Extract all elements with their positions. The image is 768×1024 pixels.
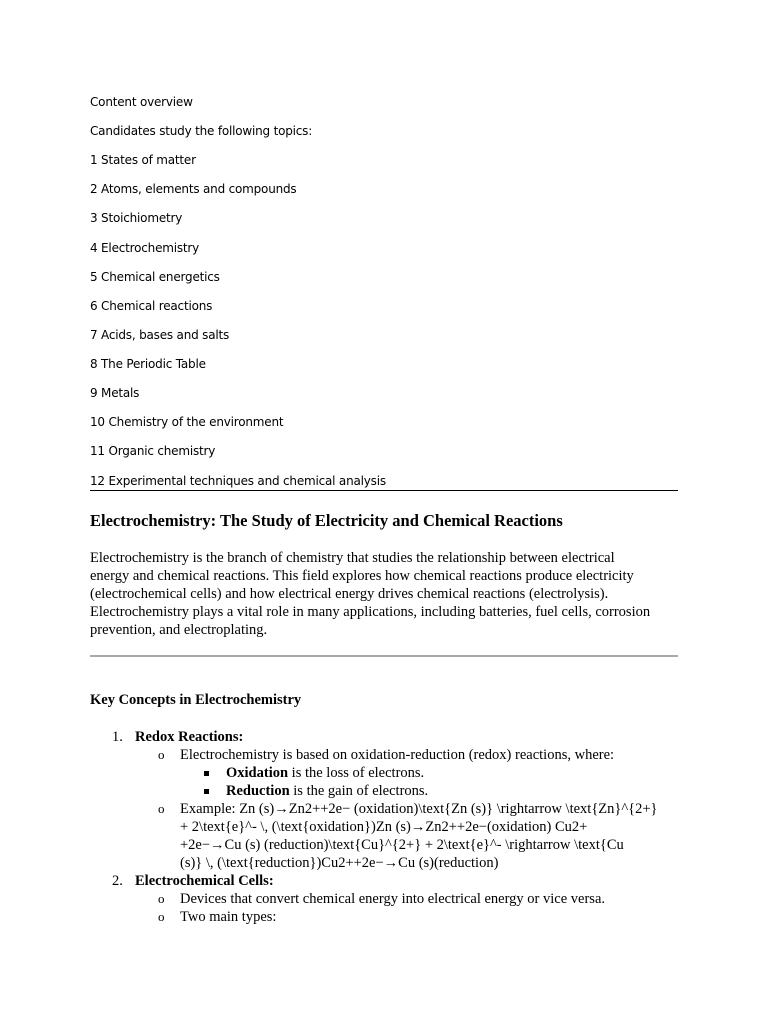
- reduction-definition: [226, 782, 428, 800]
- intro-line: (electrochemical cells) and how electrical energy drives chemical reactions (electrolysis).: [90, 586, 609, 602]
- topic-item: 11 Organic chemistry: [90, 444, 216, 458]
- oxidation-term: Oxidation: [226, 765, 289, 781]
- topic-item: 7 Acids, bases and salts: [90, 328, 230, 342]
- open-bullet-icon: o: [158, 909, 165, 924]
- square-bullet-icon: [204, 789, 209, 794]
- topic-item: 3 Stoichiometry: [90, 211, 183, 225]
- intro-paragraph: [90, 549, 680, 639]
- open-bullet-icon: o: [158, 747, 165, 762]
- article-title: Electrochemistry: The Study of Electricity and Chemical Reactions: [90, 511, 563, 530]
- topic-item: 5 Chemical energetics: [90, 270, 220, 284]
- topic-item: 1 States of matter: [90, 153, 196, 167]
- oxidation-definition: [226, 764, 424, 782]
- topic-item: 10 Chemistry of the environment: [90, 415, 284, 429]
- intro-line: Electrochemistry is the branch of chemistry that studies the relationship between electrical: [90, 550, 615, 566]
- oxidation-text: is the loss of electrons.: [288, 765, 425, 781]
- example-line: + 2\text{e}^- \, (\text{oxidation})Zn (s)→Zn2++2e−(oxidation) Cu2+: [180, 819, 588, 835]
- example-line: Example: Zn (s)→Zn2++2e− (oxidation)\text{Zn (s)} \rightarrow \text{Zn}^{2+}: [180, 801, 658, 817]
- open-bullet-icon: o: [158, 801, 165, 816]
- horizontal-rule: [90, 655, 678, 657]
- topic-item: 9 Metals: [90, 386, 140, 400]
- concept-title: Electrochemical Cells:: [135, 873, 274, 889]
- key-concepts-title: Key Concepts in Electrochemistry: [90, 692, 302, 708]
- concept-point: Devices that convert chemical energy into electrical energy or vice versa.: [180, 891, 606, 907]
- topic-item: 8 The Periodic Table: [90, 357, 206, 371]
- reduction-term: Reduction: [226, 783, 290, 799]
- section-divider: [90, 490, 678, 491]
- overview-title: Content overview: [90, 95, 193, 109]
- concept-point: Electrochemistry is based on oxidation-reduction (redox) reactions, where:: [180, 747, 615, 763]
- concept-title: Redox Reactions:: [135, 729, 244, 745]
- intro-line: energy and chemical reactions. This field explores how chemical reactions produce electricity: [90, 568, 634, 584]
- intro-line: prevention, and electroplating.: [90, 622, 268, 638]
- overview-intro: Candidates study the following topics:: [90, 124, 313, 138]
- intro-line: Electrochemistry plays a vital role in many applications, including batteries, fuel cells, corrosion: [90, 604, 651, 620]
- concept-point: Two main types:: [180, 909, 277, 925]
- example-line: (s)} \, (\text{reduction})Cu2++2e−→Cu (s)(reduction): [180, 855, 499, 871]
- topic-item: 2 Atoms, elements and compounds: [90, 182, 297, 196]
- list-number: 1.: [112, 729, 123, 745]
- reduction-text: is the gain of electrons.: [289, 783, 429, 799]
- topic-item: 6 Chemical reactions: [90, 299, 213, 313]
- square-bullet-icon: [204, 771, 209, 776]
- example-line: +2e−→Cu (s) (reduction)\text{Cu}^{2+} + 2\text{e}^- \rightarrow \text{Cu: [180, 837, 624, 853]
- open-bullet-icon: o: [158, 891, 165, 906]
- topic-item: 12 Experimental techniques and chemical analysis: [90, 474, 386, 488]
- topic-item: 4 Electrochemistry: [90, 241, 200, 255]
- list-number: 2.: [112, 873, 123, 889]
